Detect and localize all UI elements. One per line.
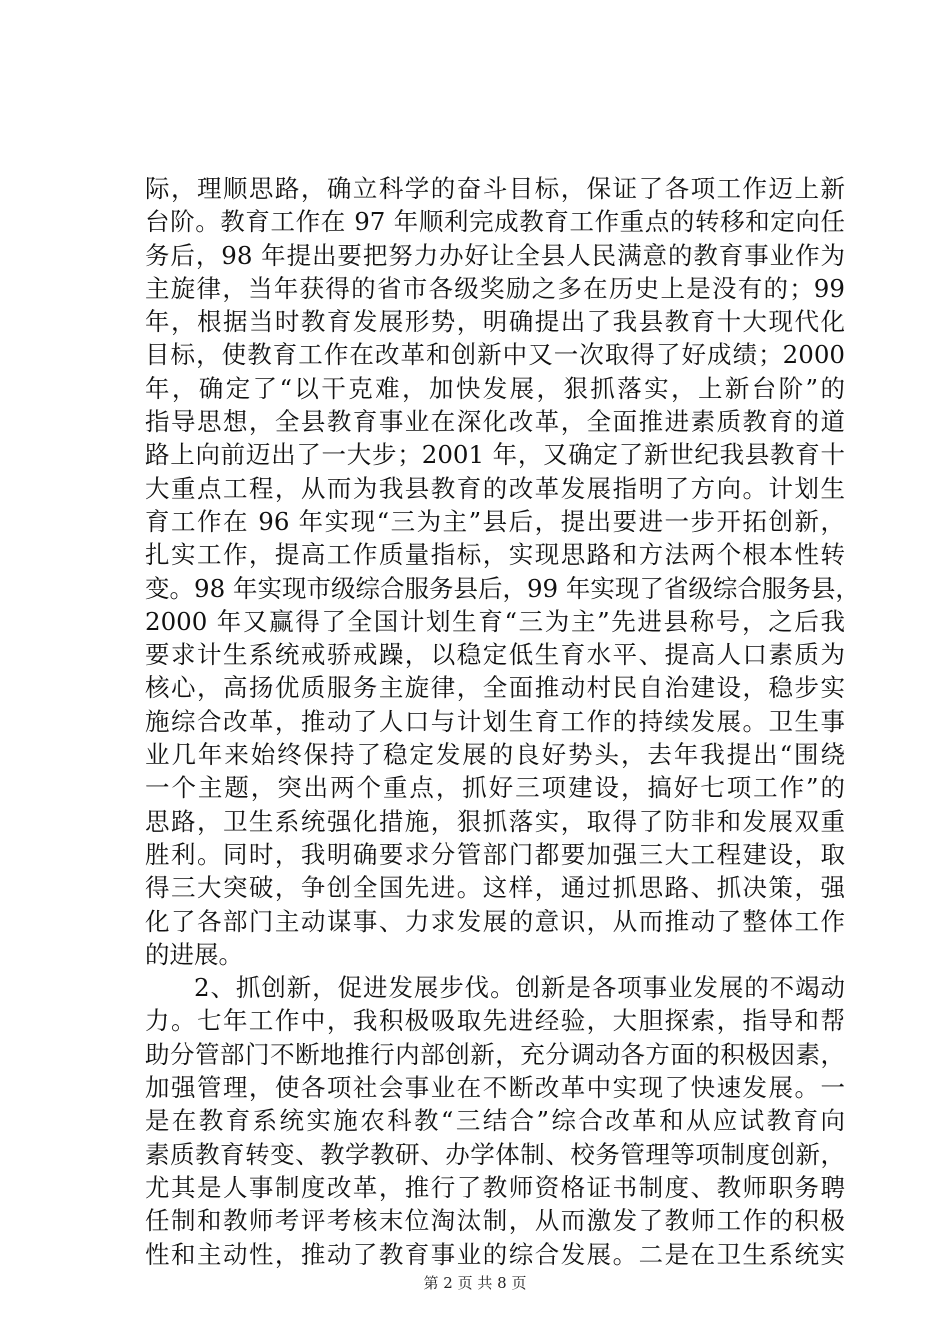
text-line: 化了各部门主动谋事、力求发展的意识，从而推动了整体工作 [145, 906, 845, 936]
text-line: 尤其是人事制度改革，推行了教师资格证书制度、教师职务聘 [145, 1172, 845, 1202]
text-line: 要求计生系统戒骄戒躁，以稳定低生育水平、提高人口素质为 [145, 640, 845, 670]
text-line: 施综合改革，推动了人口与计划生育工作的持续发展。卫生事 [145, 706, 845, 736]
paragraph-first-line: 2、抓创新，促进发展步伐。创新是各项事业发展的不竭动 [194, 973, 845, 1003]
text-line: 台阶。教育工作在 97 年顺利完成教育工作重点的转移和定向任 [145, 207, 845, 237]
text-line: 性和主动性，推动了教育事业的综合发展。二是在卫生系统实 [145, 1239, 845, 1269]
text-line: 年，确定了“以干克难，加快发展，狠抓落实，上新台阶”的 [145, 373, 845, 403]
text-line: 加强管理，使各项社会事业在不断改革中实现了快速发展。一 [145, 1073, 845, 1103]
text-line: 力。七年工作中，我积极吸取先进经验，大胆探索，指导和帮 [145, 1006, 845, 1036]
text-line: 思路，卫生系统强化措施，狠抓落实，取得了防非和发展双重 [145, 806, 845, 836]
text-line: 核心，高扬优质服务主旋律，全面推动村民自治建设，稳步实 [145, 673, 845, 703]
text-line: 得三大突破，争创全国先进。这样，通过抓思路、抓决策，强 [145, 873, 845, 903]
text-line: 助分管部门不断地推行内部创新，充分调动各方面的积极因素， [145, 1039, 845, 1069]
text-line: 胜利。同时，我明确要求分管部门都要加强三大工程建设，取 [145, 839, 845, 869]
text-line: 主旋律，当年获得的省市各级奖励之多在历史上是没有的；99 [145, 273, 845, 303]
text-line: 是在教育系统实施农科教“三结合”综合改革和从应试教育向 [145, 1106, 845, 1136]
text-line: 务后，98 年提出要把努力办好让全县人民满意的教育事业作为 [145, 240, 845, 270]
text-line: 扎实工作，提高工作质量指标，实现思路和方法两个根本性转 [145, 540, 845, 570]
text-line: 素质教育转变、教学教研、办学体制、校务管理等项制度创新， [145, 1139, 845, 1169]
paragraph-last-line: 的进展。 [145, 939, 243, 969]
text-line: 年，根据当时教育发展形势，明确提出了我县教育十大现代化 [145, 307, 845, 337]
text-line: 2000 年又赢得了全国计划生育“三为主”先进县称号，之后我 [145, 606, 845, 636]
text-line: 目标，使教育工作在改革和创新中又一次取得了好成绩；2000 [145, 340, 845, 370]
body-text [145, 172, 860, 1271]
text-line: 路上向前迈出了一大步；2001 年，又确定了新世纪我县教育十 [145, 440, 845, 470]
text-line: 任制和教师考评考核末位淘汰制，从而激发了教师工作的积极 [145, 1206, 845, 1236]
text-line: 际，理顺思路，确立科学的奋斗目标，保证了各项工作迈上新 [145, 174, 845, 203]
text-line: 变。98 年实现市级综合服务县后，99 年实现了省级综合服务县， [145, 573, 860, 603]
text-line: 业几年来始终保持了稳定发展的良好势头，去年我提出“围绕 [145, 740, 845, 770]
text-line: 一个主题，突出两个重点，抓好三项建设，搞好七项工作”的 [145, 773, 845, 803]
text-line: 指导思想，全县教育事业在深化改革，全面推进素质教育的道 [145, 407, 845, 437]
text-line: 大重点工程，从而为我县教育的改革发展指明了方向。计划生 [145, 473, 845, 503]
text-line: 育工作在 96 年实现“三为主”县后，提出要进一步开拓创新， [145, 506, 845, 536]
page-number-footer: 第 2 页 共 8 页 [423, 1274, 527, 1292]
